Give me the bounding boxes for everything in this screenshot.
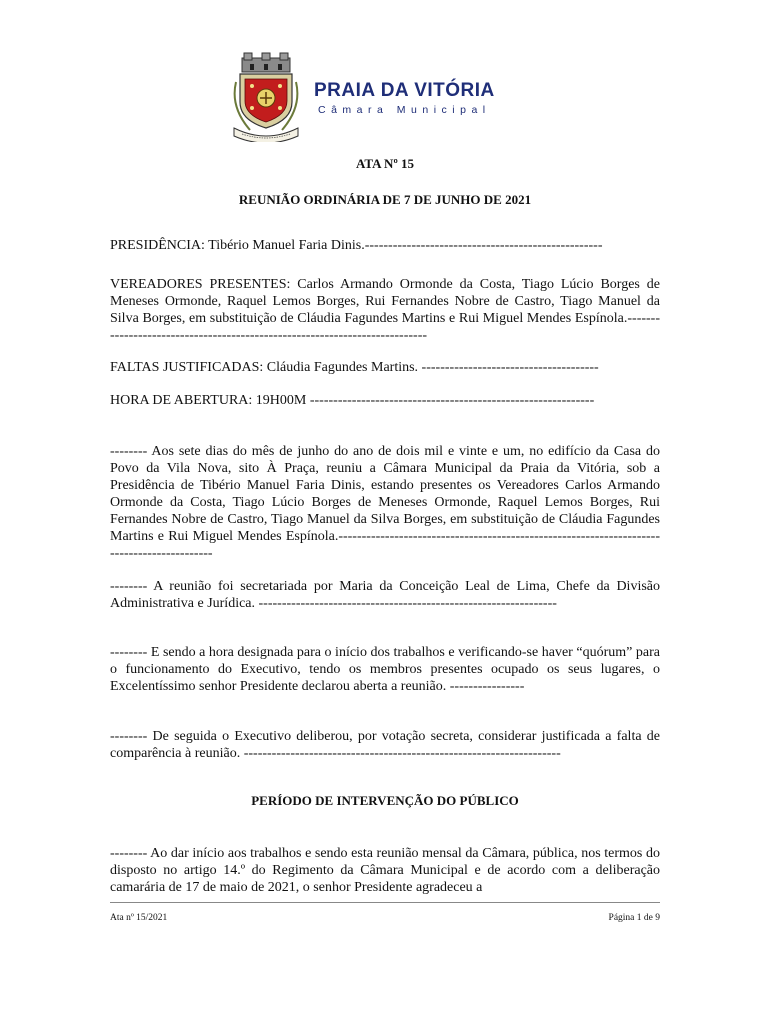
brand-subtitle: Câmara Municipal (318, 104, 491, 116)
municipal-crest-icon (228, 52, 304, 142)
body-paragraph-3: -------- E sendo a hora designada para o início dos trabalhos e verificando-se haver “quórum” para o funcionamento do Executivo, tendo os membros presentes ocupado os seus lugares, o Excelentíssimo senhor Presidente declarou aberta a reunião. ---------------- (110, 645, 660, 694)
hora-line: HORA DE ABERTURA: 19H00M ------------------------------------------------------------- (110, 393, 595, 408)
section-heading: PERÍODO DE INTERVENÇÃO DO PÚBLICO (251, 793, 519, 808)
faltas-line: FALTAS JUSTIFICADAS: Cláudia Fagundes Martins. -------------------------------------- (110, 360, 599, 375)
document-title: ATA Nº 15 (356, 156, 414, 171)
footer-divider (110, 902, 660, 903)
presidencia-line: PRESIDÊNCIA: Tibério Manuel Faria Dinis.--------------------------------------------------- (110, 238, 603, 253)
letterhead (228, 52, 528, 142)
body-paragraph-4: -------- De seguida o Executivo deliberou, por votação secreta, considerar justificada a falta de comparência à reunião. -------------------------------------------------------------------- (110, 729, 660, 761)
body-paragraph-5: -------- Ao dar início aos trabalhos e sendo esta reunião mensal da Câmara, pública, nos termos do disposto no artigo 14.º do Regimento da Câmara Municipal e de acordo com a deliberação camarária de 17 de maio de 2021, o senhor Presidente agradeceu a (110, 846, 660, 895)
footer-page-number: Página 1 de 9 (608, 913, 660, 923)
body-paragraph-1: -------- Aos sete dias do mês de junho do ano de dois mil e vinte e um, no edifício da Casa do Povo da Vila Nova, sito À Praça, reuniu a Câmara Municipal da Praia da Vitória, sob a Presidência de Tibério Manuel Faria Dinis, estando presentes os Vereadores Carlos Armando Ormonde da Costa, Tiago Lúcio Borges de Meneses Ormonde, Raquel Lemos Borges, Rui Fernandes Nobre de Castro, Tiago Manuel da Silva Borges, em substituição de Cláudia Fagundes Martins e Rui Miguel Mendes Espínola.------------------------------------------------------------------------------------------- (110, 444, 660, 561)
meeting-title: REUNIÃO ORDINÁRIA DE 7 DE JUNHO DE 2021 (238, 192, 532, 207)
brand-name: PRAIA DA VITÓRIA (314, 80, 495, 101)
footer-ata-number: Ata nº 15/2021 (110, 913, 168, 923)
vereadores-paragraph: VEREADORES PRESENTES: Carlos Armando Ormonde da Costa, Tiago Lúcio Borges de Meneses Ormonde, Raquel Lemos Borges, Rui Fernandes Nobre de Castro, Tiago Manuel da Silva Borges, em substituição de Cláudia Fagundes Martins e Rui Miguel Mendes Espínola.--------------------------------------------------------------------------- (110, 277, 660, 343)
body-paragraph-2: -------- A reunião foi secretariada por Maria da Conceição Leal de Lima, Chefe da Divisão Administrativa e Jurídica. ---------------------------------------------------------------- (110, 579, 660, 611)
